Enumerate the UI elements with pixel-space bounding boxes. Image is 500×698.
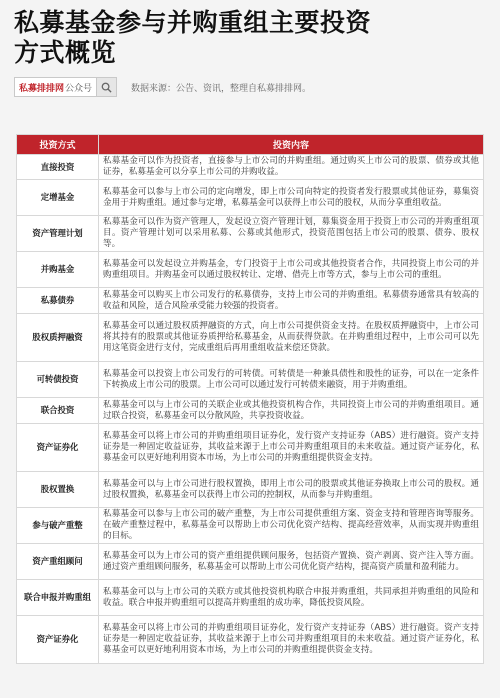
table-row (17, 288, 484, 314)
row-method: 私募债券 (17, 288, 99, 314)
row-method: 联合申报并购重组 (17, 580, 99, 616)
row-method: 参与破产重整 (17, 508, 99, 544)
data-source-note: 数据来源：公告、资讯，整理自私募排排网。 (131, 83, 312, 94)
row-method: 资产证券化 (17, 424, 99, 472)
row-content: 私募基金可以参与上市公司的破产重整，为上市公司提供重组方案、资金支持和管理咨询等服务。在破产重整过程中，私募基金可以帮助上市公司优化资产结构、提高经营效率，从而实现并购重组的目标。 (99, 508, 484, 544)
search-icon (101, 82, 112, 93)
table-row (17, 580, 484, 616)
page-title-line1: 私募基金参与并购重组主要投资 (14, 8, 372, 37)
row-method: 资产管理计划 (17, 216, 99, 252)
meta-row (14, 76, 486, 98)
account-suffix: 公众号 (65, 83, 93, 94)
row-method: 定增基金 (17, 180, 99, 216)
table-row (17, 544, 484, 580)
row-content: 私募基金可以将上市公司的并购重组项目证券化，发行资产支持证券（ABS）进行融资。资产支持证券是一种固定收益证券，其收益来源于上市公司并购重组项目的未来收益。通过资产证券化，私募基金可以更好地利用资本市场，为上市公司的并购重组提供资金支持。 (99, 616, 484, 664)
row-content: 私募基金可以发起设立并购基金，专门投资于上市公司或其他投资者合作，共同投资上市公司的并购重组项目。并购基金可以通过股权转让、定增、借壳上市等方式，参与上市公司的重组。 (99, 252, 484, 288)
account-search-box[interactable] (14, 77, 97, 97)
account-brand: 私募排排网 (19, 83, 65, 94)
table-row (17, 252, 484, 288)
row-method: 股权置换 (17, 472, 99, 508)
row-method: 可转债投资 (17, 362, 99, 398)
row-content: 私募基金可以作为投资者，直接参与上市公司的并购重组。通过购买上市公司的股票、债券或其他证券，私募基金可以分享上市公司的并购收益。 (99, 155, 484, 180)
row-content: 私募基金可以为上市公司的资产重组提供顾问服务，包括资产置换、资产剥离、资产注入等方面。通过资产重组顾问服务，私募基金可以帮助上市公司优化资产结构，提高资产质量和盈利能力。 (99, 544, 484, 580)
row-content: 私募基金可以通过股权质押融资的方式，向上市公司提供资金支持。在股权质押融资中，上市公司将其持有的股票或其他证券质押给私募基金，从而获得贷款。在并购重组过程中，上市公司可以先用这笔资金进行支付，完成重组后再用重组收益来偿还贷款。 (99, 314, 484, 362)
table-row (17, 508, 484, 544)
row-content: 私募基金可以作为资产管理人，发起设立资产管理计划，募集资金用于投资上市公司的并购重组项目。资产管理计划可以采用私募、公募或其他形式，投资范围包括上市公司的股票、债券、股权等。 (99, 216, 484, 252)
row-method: 资产证券化 (17, 616, 99, 664)
investment-table (16, 134, 484, 664)
page-title (14, 8, 486, 68)
page-header (0, 0, 500, 98)
row-method: 联合投资 (17, 398, 99, 424)
header-content: 投资内容 (99, 135, 484, 155)
table-row (17, 314, 484, 362)
table-row (17, 424, 484, 472)
row-method: 并购基金 (17, 252, 99, 288)
table-row (17, 362, 484, 398)
row-content: 私募基金可以与上市公司进行股权置换，即用上市公司的股票或其他证券换取上市公司的股权。通过股权置换，私募基金可以获得上市公司的控制权，从而参与并购重组。 (99, 472, 484, 508)
table-row (17, 180, 484, 216)
table-row (17, 398, 484, 424)
row-content: 私募基金可以购买上市公司发行的私募债券，支持上市公司的并购重组。私募债券通常具有较高的收益和风险，适合风险承受能力较强的投资者。 (99, 288, 484, 314)
header-method: 投资方式 (17, 135, 99, 155)
page-title-line2: 方式概览 (14, 38, 117, 67)
row-method: 资产重组顾问 (17, 544, 99, 580)
row-method: 股权质押融资 (17, 314, 99, 362)
table-row (17, 616, 484, 664)
row-content: 私募基金可以与上市公司的关联企业或其他投资机构合作，共同投资上市公司的并购重组项目。通过联合投资，私募基金可以分散风险，共享投资收益。 (99, 398, 484, 424)
table-row (17, 472, 484, 508)
row-content: 私募基金可以参与上市公司的定向增发，即上市公司向特定的投资者发行股票或其他证券，募集资金用于并购重组。通过参与定增，私募基金可以获得上市公司的股权，从而分享重组收益。 (99, 180, 484, 216)
table-row (17, 155, 484, 180)
row-content: 私募基金可以与上市公司的关联方或其他投资机构联合申报并购重组，共同承担并购重组的风险和收益。联合申报并购重组可以提高并购重组的成功率，降低投资风险。 (99, 580, 484, 616)
investment-table-container (16, 134, 484, 664)
table-row (17, 216, 484, 252)
search-button[interactable] (97, 77, 117, 97)
row-method: 直接投资 (17, 155, 99, 180)
row-content: 私募基金可以将上市公司的并购重组项目证券化，发行资产支持证券（ABS）进行融资。资产支持证券是一种固定收益证券，其收益来源于上市公司并购重组项目的未来收益。通过资产证券化，私募基金可以更好地利用资本市场，为上市公司的并购重组提供资金支持。 (99, 424, 484, 472)
row-content: 私募基金可以投资上市公司发行的可转债。可转债是一种兼具债性和股性的证券，可以在一定条件下转换成上市公司的股票。上市公司可以通过发行可转债来融资，用于并购重组。 (99, 362, 484, 398)
table-header-row (17, 135, 484, 155)
